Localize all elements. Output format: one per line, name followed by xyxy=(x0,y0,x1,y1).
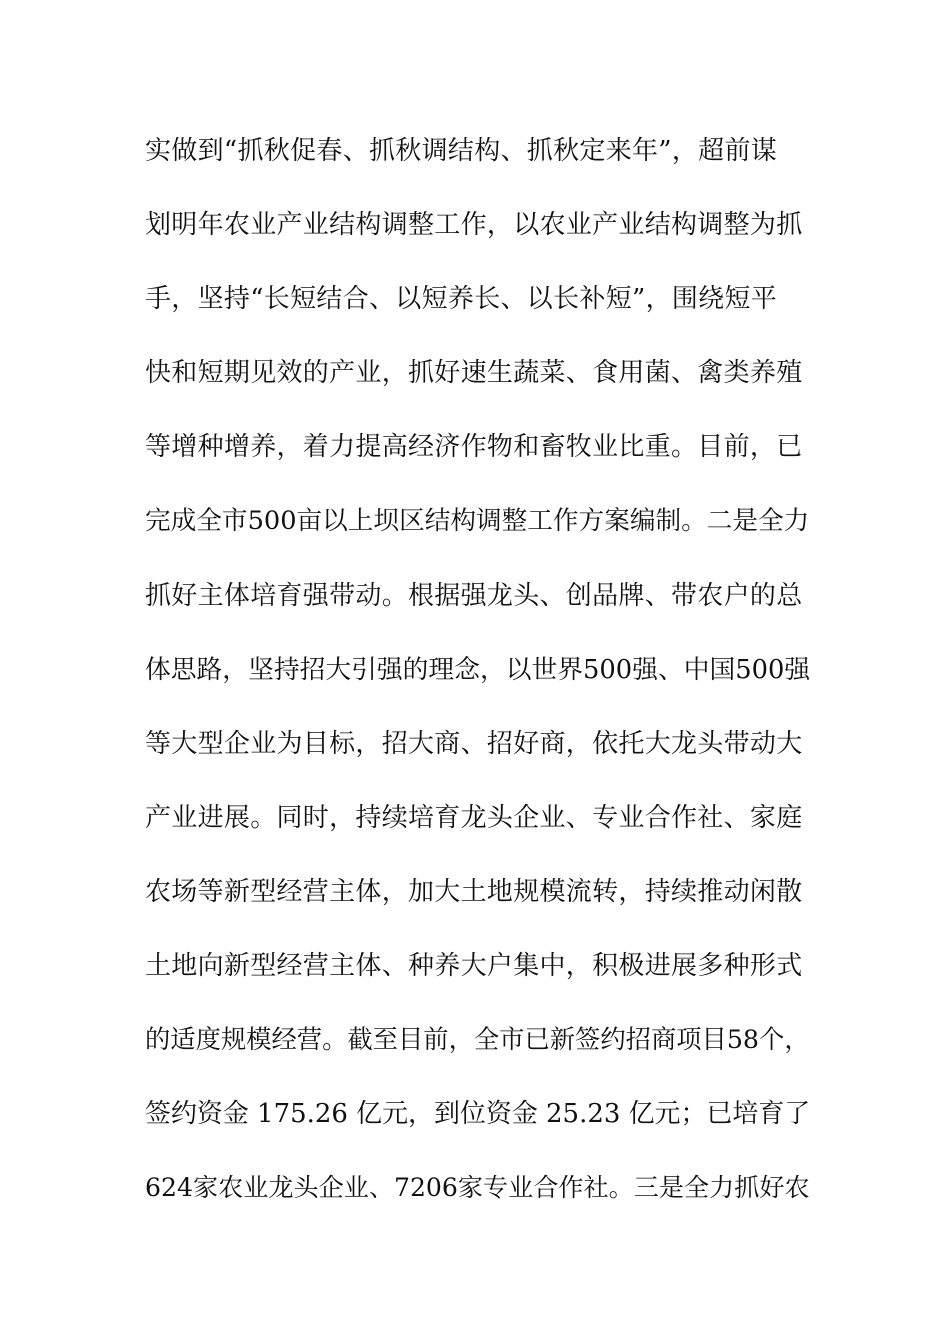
text-line: 土地向新型经营主体、种养大户集中，积极进展多种形式 xyxy=(145,951,803,982)
text-line: 抓好主体培育强带动。根据强龙头、创品牌、带农户的总 xyxy=(145,580,803,611)
text-line: 产业进展。同时，持续培育龙头企业、专业合作社、家庭 xyxy=(145,802,803,833)
text-line: 快和短期见效的产业，抓好速生蔬菜、食用菌、禽类养殖 xyxy=(145,358,803,389)
text-line: 签约资金 175.26 亿元，到位资金 25.23 亿元；已培育了 xyxy=(145,1099,811,1130)
text-line: 体思路，坚持招大引强的理念，以世界500强、中国500强 xyxy=(145,654,811,685)
body-text xyxy=(145,128,810,1239)
text-line: 手，坚持“长短结合、以短养长、以长补短”，围绕短平 xyxy=(145,284,778,315)
text-line: 等大型企业为目标，招大商、招好商，依托大龙头带动大 xyxy=(145,728,803,759)
text-line: 完成全市500亩以上坝区结构调整工作方案编制。二是全力 xyxy=(145,506,810,537)
text-line: 等增种增养，着力提高经济作物和畜牧业比重。目前，已 xyxy=(145,432,803,463)
text-line: 624家农业龙头企业、7206家专业合作社。三是全力抓好农 xyxy=(145,1173,810,1203)
text-line: 的适度规模经营。截至目前，全市已新签约招商项目58个， xyxy=(145,1025,810,1055)
text-line: 划明年农业产业结构调整工作，以农业产业结构调整为抓 xyxy=(145,210,803,241)
text-line: 实做到“抓秋促春、抓秋调结构、抓秋定来年”，超前谋 xyxy=(145,136,778,166)
text-line: 农场等新型经营主体，加大土地规模流转，持续推动闲散 xyxy=(145,876,803,907)
